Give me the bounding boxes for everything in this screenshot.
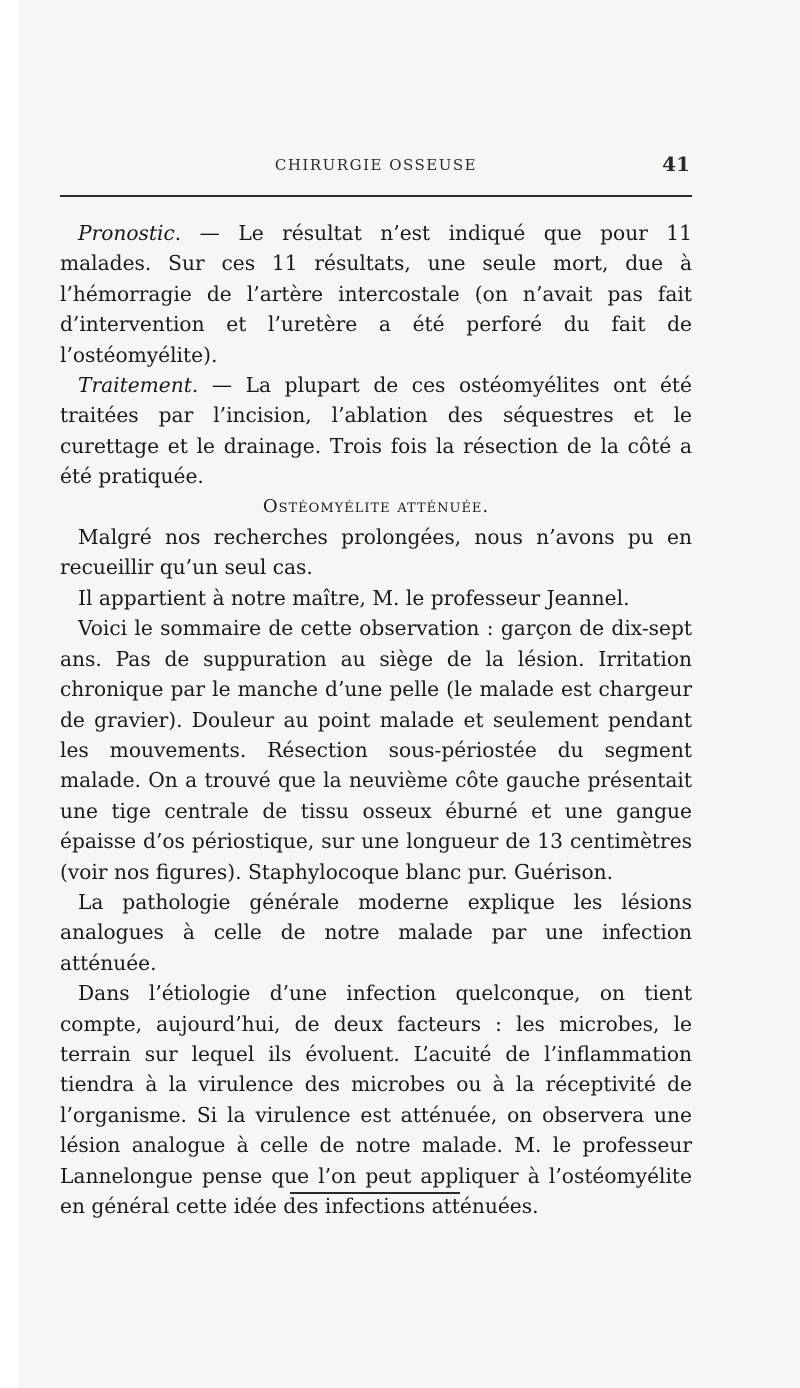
paragraph: Voici le sommaire de cette observation : garçon de dix-sept ans. Pas de suppuration au siège de la lésion. Irritation chronique par le manche d’une pelle (le malade est chargeur de gravier). Douleur au point malade et seulement pendant les mouvements. Résection sous-périostée du segment malade. On a trouvé que la neuvième côte gauche présentait une tige centrale de tissu osseux éburné et une gangue épaisse d’os périostique, sur une longueur de 13 centimètres (voir nos figures). Staphylocoque blanc pur. Guérison.	[60, 616, 692, 884]
paragraph-text: — Le résultat n’est indiqué que pour 11 malades. Sur ces 11 résultats, une seule mort, due à l’hémorragie de l’artère intercostale (on n’avait pas fait d’intervention et l’uretère a été perforé du fait de l’ostéomyélite).	[60, 221, 692, 367]
paragraph-lead: Pronostic.	[78, 221, 182, 245]
paragraph: Il appartient à notre maître, M. le professeur Jeannel.	[78, 585, 630, 610]
paragraph: La pathologie générale moderne explique les lésions analogues à celle de notre malade par une infection atténuée.	[60, 889, 692, 975]
paragraph: Malgré nos recherches prolongées, nous n’avons pu en recueillir qu’un seul cas.	[60, 525, 692, 580]
page-number: 41	[662, 152, 690, 176]
paragraph: Dans l’étiologie d’une infection quelconque, on tient compte, aujourd’hui, de deux facteurs : les microbes, le terrain sur lequel ils évoluent. L’acuité de l’inflammation tiendra à la virulence des microbes ou à la réceptivité de l’organisme. Si la virulence est atténuée, on observera une lésion analogue à celle de notre malade. M. le professeur Lannelongue pense que l’on peut appliquer à l’ostéomyélite en général cette idée des infections atténuées.	[60, 981, 692, 1218]
paragraph-pronostic	[60, 218, 692, 370]
paragraph-text: — La plupart de ces ostéomyélites ont été traitées par l’incision, l’ablation des séquestres et le curettage et le drainage. Trois fois la résection de la côté a été pratiquée.	[60, 373, 692, 489]
running-title: CHIRURGIE OSSEUSE	[274, 156, 478, 174]
page-header	[62, 150, 690, 180]
end-rule	[290, 1192, 460, 1194]
paragraph-traitement	[60, 370, 692, 492]
paragraph-lead: Traitement.	[78, 373, 199, 398]
header-rule	[60, 195, 692, 197]
section-heading: Ostéomyélite atténuée.	[262, 495, 490, 517]
page-body	[60, 218, 692, 1221]
